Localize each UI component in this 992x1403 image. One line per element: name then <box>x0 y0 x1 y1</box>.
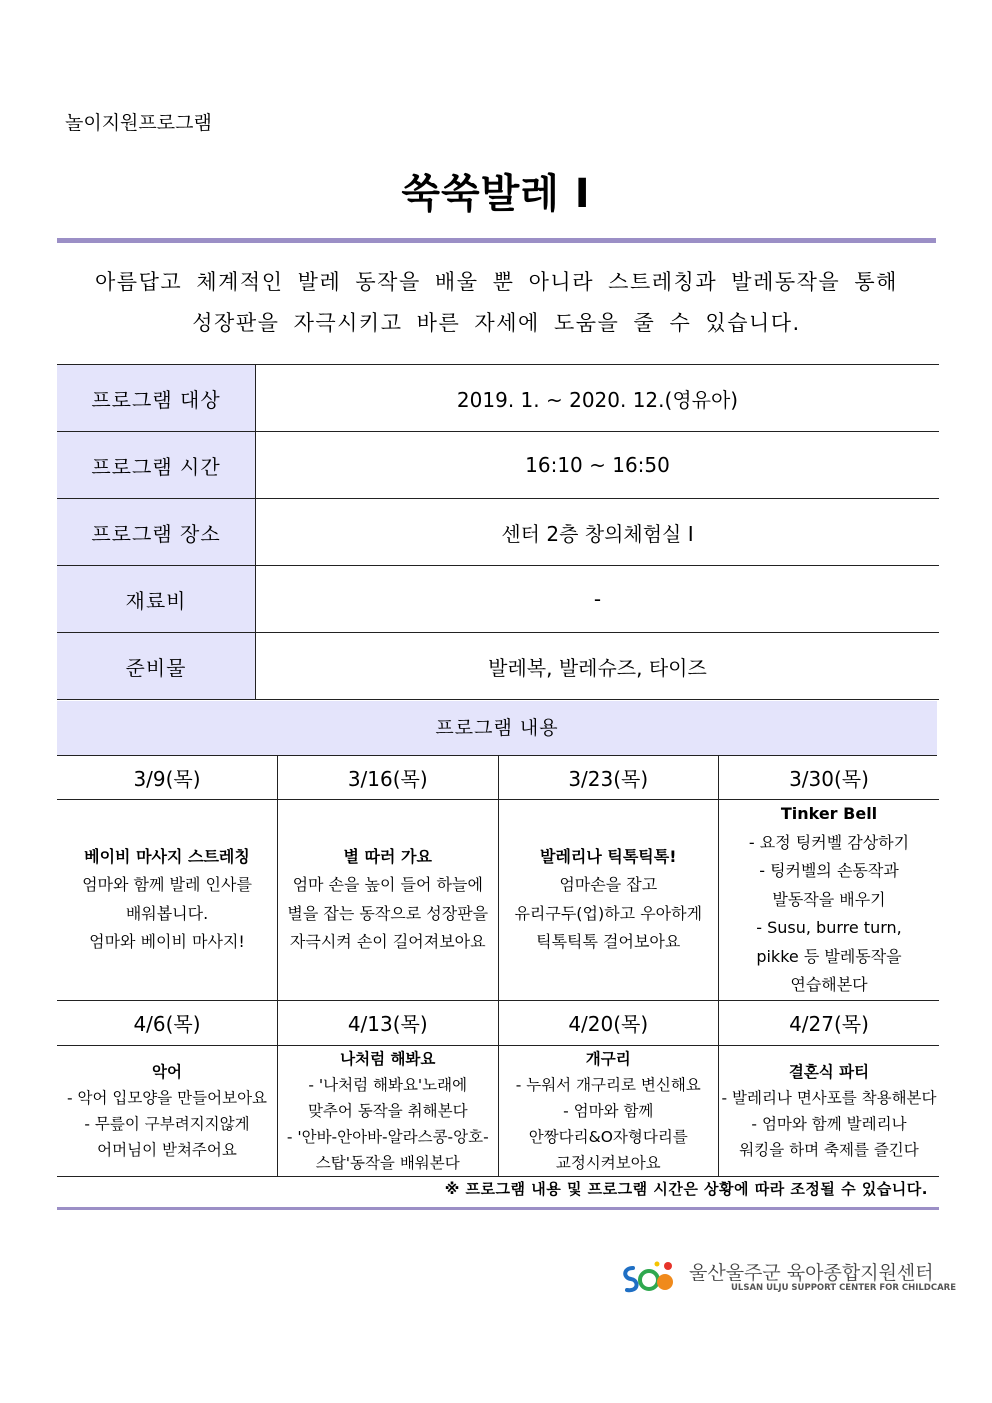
center-logo-icon <box>621 1258 681 1298</box>
logo-text: 울산울주군 육아종합지원센터 <box>689 1262 934 1284</box>
title-divider <box>57 238 936 243</box>
session-line: - Susu, burre turn, <box>756 918 902 937</box>
page-title: 쑥쑥발레 I <box>401 171 591 217</box>
session-date: 3/9(목) <box>57 755 278 800</box>
content-row <box>57 800 939 1001</box>
content-row <box>57 1045 939 1176</box>
session-line: 워킹을 하며 축제를 즐긴다 <box>739 1140 919 1159</box>
session-line: 어머님이 받쳐주어요 <box>97 1140 237 1159</box>
session-date: 4/27(목) <box>719 1000 940 1045</box>
bottom-divider <box>57 1207 939 1210</box>
session-date: 4/6(목) <box>57 1000 278 1045</box>
info-value: 센터 2층 창의체험실 I <box>256 499 940 566</box>
session-line: 안짱다리&O자형다리를 <box>528 1127 688 1146</box>
session-line: - '나처럼 해봐요'노래에 <box>308 1075 468 1094</box>
session-date: 3/30(목) <box>719 755 940 800</box>
session-title: 나처럼 해봐요 <box>340 1049 436 1068</box>
session-line: 엄마 손을 높이 들어 하늘에 <box>292 875 483 895</box>
info-label: 프로그램 시간 <box>57 432 256 499</box>
info-label: 재료비 <box>57 566 256 633</box>
info-label: 준비물 <box>57 633 256 700</box>
session-line: 맞추어 동작을 취해본다 <box>307 1101 468 1120</box>
session-line: 연습해본다 <box>790 975 868 994</box>
session-date: 4/20(목) <box>498 1000 719 1045</box>
session-line: - 발레리나 면사포를 착용해본다 <box>721 1088 937 1107</box>
center-logo <box>621 1258 957 1298</box>
date-row <box>57 1000 939 1045</box>
session-line: 발동작을 배우기 <box>772 889 886 909</box>
session-line: pikke 등 발레동작을 <box>756 946 902 966</box>
date-row <box>57 755 939 800</box>
session-cell <box>278 1045 499 1176</box>
intro-line: 아름답고 체계적인 발레 동작을 배울 뿐 아니라 스트레칭과 발레동작을 통해 <box>95 270 898 294</box>
session-line: 교정시켜보아요 <box>555 1153 661 1172</box>
schedule-table <box>57 755 939 1177</box>
info-row-place <box>57 499 939 566</box>
session-line: 틱톡틱톡 걸어보아요 <box>536 932 681 952</box>
session-line: 엄마와 함께 발레 인사를 <box>82 875 252 895</box>
logo-english-text: ULSAN ULJU SUPPORT CENTER FOR CHILDCARE <box>731 1283 957 1293</box>
session-line: - 엄마와 함께 발레리나 <box>751 1114 907 1133</box>
session-cell <box>498 1045 719 1176</box>
session-title: Tinker Bell <box>780 804 878 823</box>
info-row-supplies <box>57 633 939 700</box>
session-line: 유리구두(업)하고 우아하게 <box>514 903 703 923</box>
category-label: 놀이지원프로그램 <box>65 112 212 134</box>
session-cell <box>719 1045 940 1176</box>
session-cell <box>278 800 499 1001</box>
session-line: - 요정 팅커벨 감상하기 <box>748 832 910 852</box>
session-cell <box>719 800 940 1001</box>
info-row-time <box>57 432 939 499</box>
session-title: 결혼식 파티 <box>788 1062 870 1081</box>
session-title: 베이비 마사지 스트레칭 <box>84 846 250 866</box>
session-line: 별을 잡는 동작으로 성장판을 <box>287 903 489 923</box>
intro-text <box>57 262 936 344</box>
content-heading: 프로그램 내용 <box>57 701 937 756</box>
session-cell <box>57 800 278 1001</box>
session-cell <box>57 1045 278 1176</box>
session-line: 스탑'동작을 배워본다 <box>315 1153 460 1172</box>
info-value: 16:10 ~ 16:50 <box>256 432 940 499</box>
session-title: 발레리나 틱톡틱톡! <box>539 846 677 866</box>
session-line: 자극시켜 손이 길어져보아요 <box>289 932 486 952</box>
session-date: 4/13(목) <box>278 1000 499 1045</box>
session-title: 악어 <box>152 1062 182 1081</box>
info-row-target <box>57 365 939 432</box>
session-line: 엄마와 베이비 마사지! <box>89 932 245 952</box>
info-value: 발레복, 발레슈즈, 타이즈 <box>256 633 940 700</box>
session-line: 엄마손을 잡고 <box>559 875 658 895</box>
session-date: 3/16(목) <box>278 755 499 800</box>
session-line: - 엄마와 함께 <box>563 1101 654 1120</box>
session-line: - 악어 입모양을 만들어보아요 <box>66 1088 268 1107</box>
session-line: - 팅커벨의 손동작과 <box>759 861 899 880</box>
program-info-table <box>57 364 939 700</box>
info-label: 프로그램 대상 <box>57 365 256 432</box>
info-value: 2019. 1. ~ 2020. 12.(영유아) <box>256 365 940 432</box>
session-line: 배워봅니다. <box>125 903 209 923</box>
session-line: - 무릎이 구부려지지않게 <box>84 1114 250 1133</box>
intro-line: 성장판을 자극시키고 바른 자세에 도움을 줄 수 있습니다. <box>192 311 801 335</box>
info-label: 프로그램 장소 <box>57 499 256 566</box>
session-title: 개구리 <box>585 1049 631 1068</box>
session-title: 별 따러 가요 <box>343 846 432 866</box>
schedule-note: ※ 프로그램 내용 및 프로그램 시간은 상황에 따라 조정될 수 있습니다. <box>444 1180 928 1198</box>
session-date: 3/23(목) <box>498 755 719 800</box>
session-cell <box>498 800 719 1001</box>
info-row-fee <box>57 566 939 633</box>
info-value: - <box>256 566 940 633</box>
session-line: - '안바-안아바-알라스콩-앙호- <box>286 1127 489 1146</box>
session-line: - 누워서 개구리로 변신해요 <box>515 1075 701 1094</box>
